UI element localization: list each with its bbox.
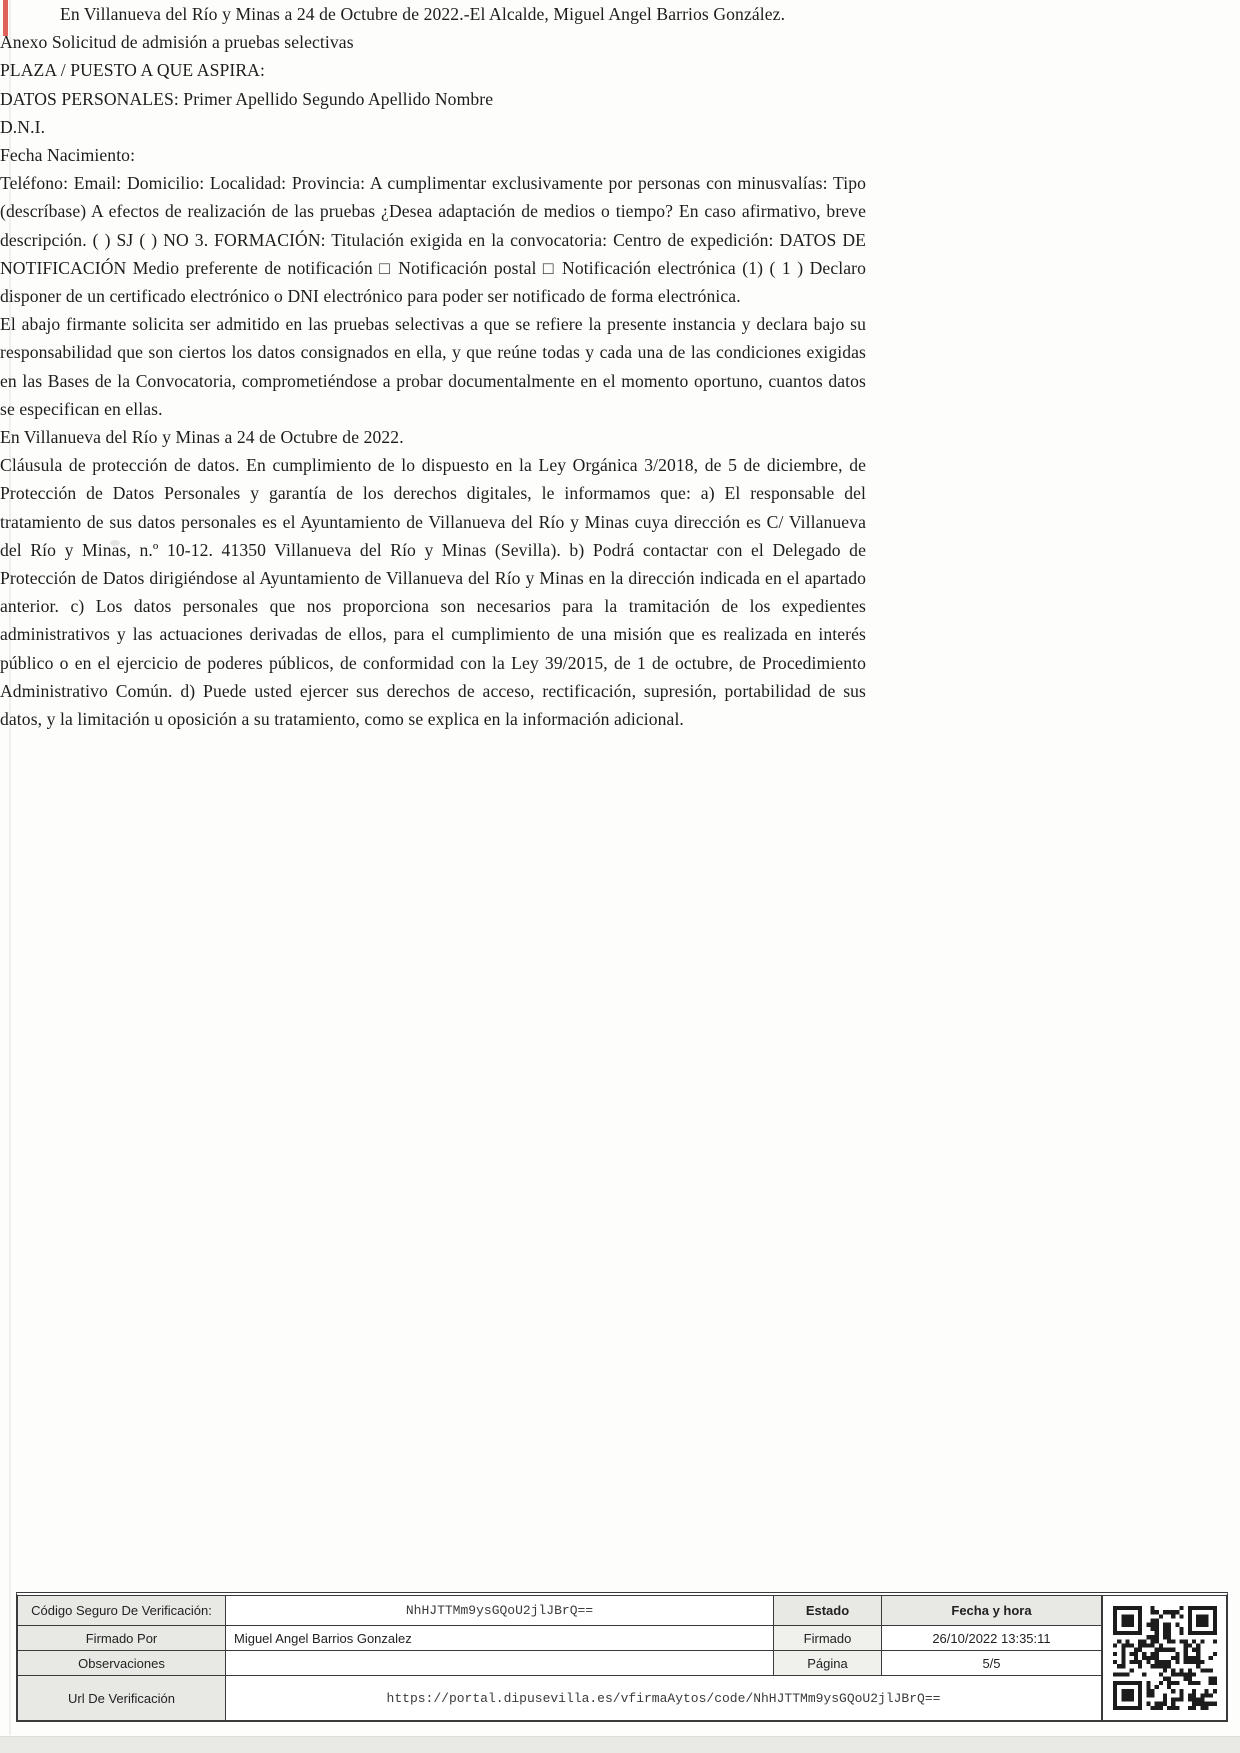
url-verificacion-label: Url De Verificación bbox=[18, 1676, 226, 1720]
paragraph-telefono-formacion: Teléfono: Email: Domicilio: Localidad: Provincia: A cumplimentar exclusivamente por personas con minusvalías: Tipo (descríbase) A efectos de realización de las pruebas ¿Desea adaptación de medios o tiempo? En caso afirmativo, breve descripción. ( ) SJ ( ) NO 3. FORMACIÓN: Titulación exigida en la convocatoria: Centro de expedición: DATOS DE NOTIFICACIÓN Medio preferente de notificación □ Notificación postal □ Notificación electrónica (1) ( 1 ) Declaro disponer de un certificado electrónico o DNI electrónico para poder ser notificado de forma electrónica. bbox=[0, 173, 866, 307]
estado-header: Estado bbox=[774, 1596, 882, 1626]
paragraph-fecha-nacimiento: Fecha Nacimiento: bbox=[0, 145, 136, 166]
pagina-value: 5/5 bbox=[882, 1651, 1102, 1676]
estado-value: Firmado bbox=[774, 1626, 882, 1651]
qr-code-icon bbox=[1113, 1606, 1217, 1710]
verification-table bbox=[18, 1596, 1102, 1720]
paragraph-anexo-title: Anexo Solicitud de admisión a pruebas selectivas bbox=[0, 32, 354, 53]
csv-label: Código Seguro De Verificación: bbox=[18, 1596, 226, 1626]
url-verificacion-value: https://portal.dipusevilla.es/vfirmaAytos/code/NhHJTTMm9ysGQoU2jlJBrQ== bbox=[226, 1676, 1102, 1720]
firmado-por-value: Miguel Angel Barrios Gonzalez bbox=[226, 1626, 774, 1651]
observaciones-label: Observaciones bbox=[18, 1651, 226, 1676]
document-page bbox=[0, 0, 1240, 733]
pagina-label: Página bbox=[774, 1651, 882, 1676]
paragraph-clausula-proteccion-datos: Cláusula de protección de datos. En cumplimiento de lo dispuesto en la Ley Orgánica 3/2018, de 5 de diciembre, de Protección de Datos Personales y garantía de los derechos digitales, le informamos que: a) El responsable del tratamiento de sus datos personales es el Ayuntamiento de Villanueva del Río y Minas cuya dirección es C/ Villanueva del Río y Minas, n.º 10-12. 41350 Villanueva del Río y Minas (Sevilla). b) Podrá contactar con el Delegado de Protección de Datos dirigiéndose al Ayuntamiento de Villanueva del Río y Minas en la dirección indicada en el apartado anterior. c) Los datos personales que nos proporciona son necesarios para la tramitación de los expedientes administrativos y las actuaciones derivadas de ellos, para el cumplimiento de una misión que es realizada en interés público o en el ejercicio de poderes públicos, de conformidad con la Ley 39/2015, de 1 de octubre, de Procedimiento Administrativo Común. d) Puede usted ejercer sus derechos de acceso, rectificación, supresión, portabilidad de sus datos, y la limitación u oposición a su tratamiento, como se explica en la información adicional. bbox=[0, 455, 866, 730]
scan-artifact-bottom-strip bbox=[0, 1736, 1240, 1753]
signature-verification-footer bbox=[16, 1592, 1228, 1722]
fecha-hora-value: 26/10/2022 13:35:11 bbox=[882, 1626, 1102, 1651]
paragraph-closing-alcalde: En Villanueva del Río y Minas a 24 de Octubre de 2022.-El Alcalde, Miguel Angel Barrios González. bbox=[60, 4, 786, 24]
paragraph-lugar-fecha: En Villanueva del Río y Minas a 24 de Octubre de 2022. bbox=[0, 427, 404, 448]
csv-value: NhHJTTMm9ysGQoU2jlJBrQ== bbox=[226, 1596, 774, 1626]
fecha-hora-header: Fecha y hora bbox=[882, 1596, 1102, 1626]
qr-code-container bbox=[1102, 1596, 1226, 1720]
paragraph-plaza: PLAZA / PUESTO A QUE ASPIRA: bbox=[0, 60, 265, 81]
paragraph-datos-personales: DATOS PERSONALES: Primer Apellido Segundo Apellido Nombre bbox=[0, 88, 494, 109]
paragraph-abajo-firmante: El abajo firmante solicita ser admitido en las pruebas selectivas a que se refiere la presente instancia y declara bajo su responsabilidad que son ciertos los datos consignados en ella, y que reúne todas y cada una de las condiciones exigidas en las Bases de la Convocatoria, comprometiéndose a probar documentalmente en el momento oportuno, cuantos datos se especifican en ellas. bbox=[0, 314, 866, 419]
firmado-por-label: Firmado Por bbox=[18, 1626, 226, 1651]
observaciones-value bbox=[226, 1651, 774, 1676]
paragraph-dni: D.N.I. bbox=[0, 116, 46, 137]
